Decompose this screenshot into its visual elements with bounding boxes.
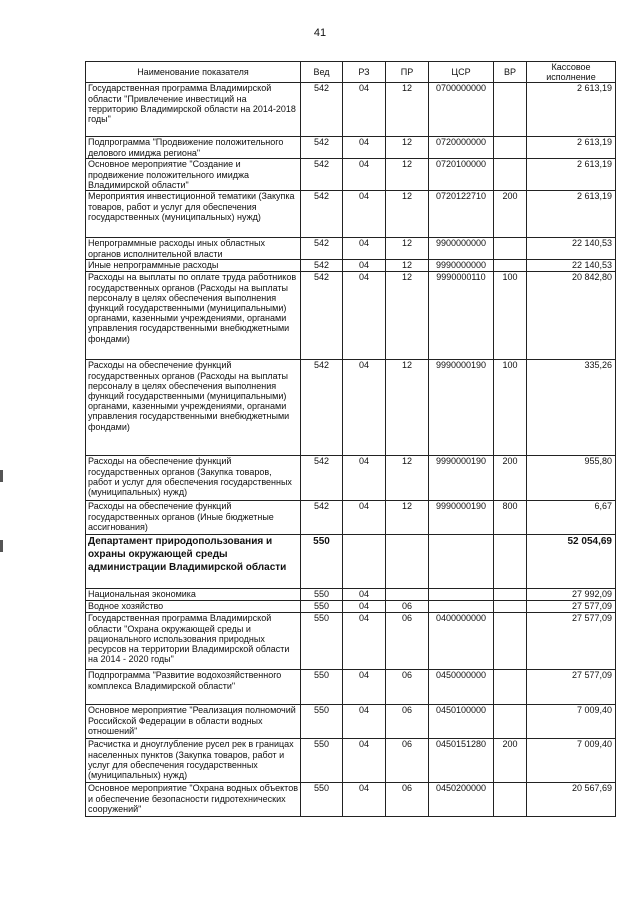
cell-ved: 542 [301, 159, 343, 191]
cell-csr: 0720122710 [429, 191, 494, 238]
cell-rz: 04 [343, 159, 386, 191]
cell-sum: 335,26 [527, 360, 616, 456]
table-row [86, 589, 616, 601]
cell-sum: 22 140,53 [527, 238, 616, 260]
budget-table [85, 61, 616, 817]
cell-ved: 542 [301, 272, 343, 360]
cell-ved: 542 [301, 360, 343, 456]
cell-rz: 04 [343, 137, 386, 159]
cell-rz [343, 535, 386, 589]
table-header-row [86, 62, 616, 83]
cell-sum: 2 613,19 [527, 159, 616, 191]
cell-ved: 550 [301, 535, 343, 589]
cell-name: Государственная программа Владимирской области "Охрана окружающей среды и рационального использования природных ресурсов на территории Владимирской области на 2014 - 2020 годы" [86, 613, 301, 670]
cell-pr: 12 [386, 238, 429, 260]
table-row [86, 137, 616, 159]
cell-rz: 04 [343, 238, 386, 260]
table-row [86, 191, 616, 238]
table-row [86, 535, 616, 589]
cell-sum: 2 613,19 [527, 83, 616, 137]
cell-sum: 955,80 [527, 456, 616, 501]
cell-csr: 0720000000 [429, 137, 494, 159]
cell-pr: 06 [386, 705, 429, 739]
cell-pr: 12 [386, 260, 429, 272]
cell-csr [429, 535, 494, 589]
cell-pr: 12 [386, 191, 429, 238]
table-row [86, 601, 616, 613]
cell-pr: 06 [386, 601, 429, 613]
table-row [86, 705, 616, 739]
header-rz: РЗ [343, 62, 386, 83]
header-name: Наименование показателя [86, 62, 301, 83]
table-row [86, 360, 616, 456]
cell-pr: 06 [386, 613, 429, 670]
cell-vr [494, 783, 527, 817]
cell-vr: 200 [494, 739, 527, 783]
cell-vr: 200 [494, 456, 527, 501]
cell-pr [386, 535, 429, 589]
cell-name: Подпрограмма "Развитие водохозяйственного комплекса Владимирской области" [86, 670, 301, 705]
table-row [86, 613, 616, 670]
cell-sum: 20 842,80 [527, 272, 616, 360]
cell-csr [429, 601, 494, 613]
header-csr: ЦСР [429, 62, 494, 83]
cell-pr: 06 [386, 739, 429, 783]
cell-ved: 542 [301, 456, 343, 501]
cell-vr [494, 589, 527, 601]
cell-csr: 0720100000 [429, 159, 494, 191]
cell-vr [494, 159, 527, 191]
cell-ved: 542 [301, 260, 343, 272]
cell-rz: 04 [343, 501, 386, 535]
cell-ved: 550 [301, 601, 343, 613]
table-row [86, 456, 616, 501]
cell-sum: 27 577,09 [527, 601, 616, 613]
cell-ved: 542 [301, 137, 343, 159]
cell-rz: 04 [343, 456, 386, 501]
cell-name: Расчистка и дноуглубление русел рек в границах населенных пунктов (Закупка товаров, работ и услуг для обеспечения государственных (муниципальных) нужд) [86, 739, 301, 783]
cell-rz: 04 [343, 360, 386, 456]
cell-name: Национальная экономика [86, 589, 301, 601]
cell-sum: 6,67 [527, 501, 616, 535]
cell-pr: 12 [386, 501, 429, 535]
cell-vr [494, 601, 527, 613]
cell-csr: 0450200000 [429, 783, 494, 817]
cell-rz: 04 [343, 83, 386, 137]
cell-name: Основное мероприятие "Создание и продвижение положительного имиджа Владимирской области" [86, 159, 301, 191]
cell-name: Иные непрограммные расходы [86, 260, 301, 272]
cell-name: Расходы на обеспечение функций государственных органов (Расходы на выплаты персоналу в целях обеспечения выполнения функций государственными (муниципальными) органами, казенными учреждениями, органами управления государственными внебюджетными фондами) [86, 360, 301, 456]
cell-vr [494, 670, 527, 705]
cell-sum: 27 577,09 [527, 613, 616, 670]
cell-name: Расходы на обеспечение функций государственных органов (Закупка товаров, работ и услуг для обеспечения государственных (муниципальных) нужд) [86, 456, 301, 501]
cell-csr: 0400000000 [429, 613, 494, 670]
cell-name: Водное хозяйство [86, 601, 301, 613]
cell-name: Основное мероприятие "Охрана водных объектов и обеспечение безопасности гидротехнических сооружений" [86, 783, 301, 817]
table-row [86, 670, 616, 705]
cell-csr: 0700000000 [429, 83, 494, 137]
cell-ved: 550 [301, 739, 343, 783]
cell-pr: 12 [386, 159, 429, 191]
cell-vr [494, 260, 527, 272]
scan-edge-mark [0, 540, 3, 552]
cell-sum: 7 009,40 [527, 739, 616, 783]
cell-rz: 04 [343, 705, 386, 739]
cell-rz: 04 [343, 272, 386, 360]
cell-name: Непрограммные расходы иных областных органов исполнительной власти [86, 238, 301, 260]
cell-name: Департамент природопользования и охраны окружающей среды администрации Владимирской области [86, 535, 301, 589]
cell-name: Государственная программа Владимирской области "Привлечение инвестиций на территорию Владимирской области на 2014-2018 годы" [86, 83, 301, 137]
table-row [86, 260, 616, 272]
cell-pr: 12 [386, 272, 429, 360]
cell-vr [494, 705, 527, 739]
cell-ved: 542 [301, 191, 343, 238]
cell-rz: 04 [343, 739, 386, 783]
cell-name: Расходы на выплаты по оплате труда работников государственных органов (Расходы на выплаты персоналу в целях обеспечения выполнения функций государственными (муниципальными) органами, казенными учреждениями, органами управления государственными внебюджетными фондами) [86, 272, 301, 360]
cell-pr: 12 [386, 456, 429, 501]
cell-sum: 22 140,53 [527, 260, 616, 272]
cell-name: Мероприятия инвестиционной тематики (Закупка товаров, работ и услуг для обеспечения государственных (муниципальных) нужд) [86, 191, 301, 238]
cell-name: Основное мероприятие "Реализация полномочий Российской Федерации в области водных отношений" [86, 705, 301, 739]
scan-edge-mark [0, 470, 3, 482]
header-sum: Кассовое исполнение [527, 62, 616, 83]
cell-csr [429, 589, 494, 601]
cell-csr: 0450100000 [429, 705, 494, 739]
cell-pr: 06 [386, 670, 429, 705]
cell-vr: 200 [494, 191, 527, 238]
cell-csr: 9990000190 [429, 360, 494, 456]
cell-vr: 800 [494, 501, 527, 535]
cell-sum: 2 613,19 [527, 191, 616, 238]
cell-ved: 542 [301, 501, 343, 535]
cell-ved: 550 [301, 670, 343, 705]
cell-sum: 20 567,69 [527, 783, 616, 817]
cell-pr: 06 [386, 783, 429, 817]
cell-rz: 04 [343, 589, 386, 601]
cell-name: Расходы на обеспечение функций государственных органов (Иные бюджетные ассигнования) [86, 501, 301, 535]
cell-pr: 12 [386, 360, 429, 456]
cell-sum: 52 054,69 [527, 535, 616, 589]
table-row [86, 159, 616, 191]
table-row [86, 272, 616, 360]
cell-pr [386, 589, 429, 601]
cell-ved: 542 [301, 83, 343, 137]
cell-sum: 2 613,19 [527, 137, 616, 159]
page-number: 41 [313, 27, 327, 39]
cell-pr: 12 [386, 137, 429, 159]
cell-csr: 9990000190 [429, 456, 494, 501]
cell-csr: 0450000000 [429, 670, 494, 705]
header-pr: ПР [386, 62, 429, 83]
cell-ved: 550 [301, 589, 343, 601]
cell-csr: 9900000000 [429, 238, 494, 260]
cell-name: Подпрограмма "Продвижение положительного делового имиджа региона" [86, 137, 301, 159]
table-body [86, 83, 616, 817]
cell-rz: 04 [343, 191, 386, 238]
cell-vr [494, 137, 527, 159]
table-row [86, 501, 616, 535]
cell-rz: 04 [343, 613, 386, 670]
cell-vr [494, 238, 527, 260]
cell-vr [494, 535, 527, 589]
cell-pr: 12 [386, 83, 429, 137]
cell-csr: 0450151280 [429, 739, 494, 783]
cell-vr [494, 83, 527, 137]
cell-ved: 550 [301, 705, 343, 739]
cell-csr: 9990000110 [429, 272, 494, 360]
cell-ved: 550 [301, 783, 343, 817]
table-row [86, 739, 616, 783]
cell-sum: 27 992,09 [527, 589, 616, 601]
header-vr: ВР [494, 62, 527, 83]
cell-sum: 27 577,09 [527, 670, 616, 705]
cell-vr: 100 [494, 360, 527, 456]
cell-vr: 100 [494, 272, 527, 360]
table-row [86, 83, 616, 137]
cell-rz: 04 [343, 260, 386, 272]
cell-rz: 04 [343, 601, 386, 613]
cell-csr: 9990000190 [429, 501, 494, 535]
cell-sum: 7 009,40 [527, 705, 616, 739]
table-row [86, 783, 616, 817]
cell-ved: 542 [301, 238, 343, 260]
cell-rz: 04 [343, 670, 386, 705]
cell-rz: 04 [343, 783, 386, 817]
cell-csr: 9990000000 [429, 260, 494, 272]
header-ved: Вед [301, 62, 343, 83]
cell-ved: 550 [301, 613, 343, 670]
cell-vr [494, 613, 527, 670]
table-row [86, 238, 616, 260]
